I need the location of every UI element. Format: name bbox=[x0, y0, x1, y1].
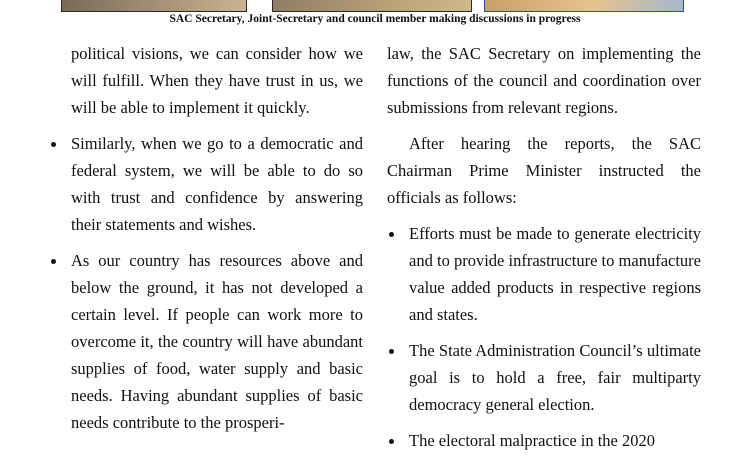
photo-caption: SAC Secretary, Joint-Secretary and council member making discussions in progress bbox=[169, 13, 581, 25]
meeting-photo bbox=[61, 0, 247, 12]
bullet-list bbox=[409, 220, 701, 454]
meeting-photo bbox=[272, 0, 472, 12]
continued-paragraph: political visions, we can consider how we will fulfill. When they have trust in us, we will be able to implement it quickly. bbox=[71, 44, 363, 117]
bullet-item: Efforts must be made to generate electricity and to provide infrastructure to manufacture value added products in respective regions and states. bbox=[409, 220, 701, 328]
body-paragraph: After hearing the reports, the SAC Chairman Prime Minister instructed the officials as follows: bbox=[387, 134, 701, 207]
photo-strip bbox=[0, 0, 750, 14]
continued-paragraph: law, the SAC Secretary on implementing the functions of the council and coordination over submissions from relevant regions. bbox=[387, 44, 701, 117]
right-column bbox=[387, 40, 701, 454]
bullet-item: The State Administration Council’s ultimate goal is to hold a free, fair multiparty democracy general election. bbox=[409, 337, 701, 418]
bullet-item: Similarly, when we go to a democratic and federal system, we will be able to do so with trust and confidence by answering their statements and wishes. bbox=[71, 130, 363, 238]
left-column bbox=[71, 40, 363, 436]
bullet-item: The electoral malpractice in the 2020 bbox=[409, 427, 701, 454]
bullet-list bbox=[71, 130, 363, 436]
meeting-photo bbox=[484, 0, 684, 12]
bullet-item: As our country has resources above and below the ground, it has not developed a certain level. If people can work more to overcome it, the country will have abundant supplies of food, water supply and basic needs. Having abundant supplies of basic needs contribute to the prosperi- bbox=[71, 247, 363, 436]
